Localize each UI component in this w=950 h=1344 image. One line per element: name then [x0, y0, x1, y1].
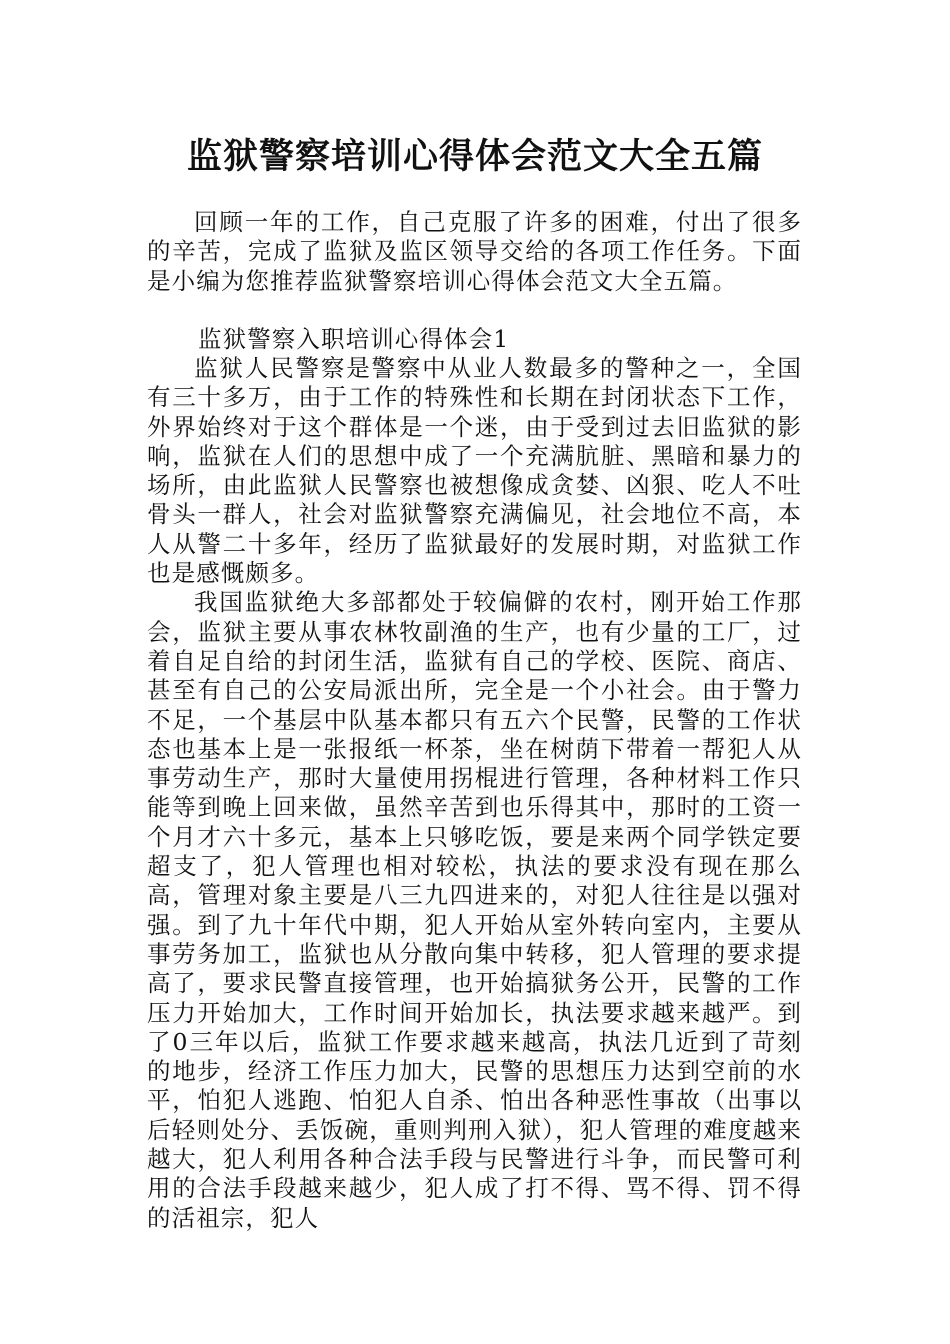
document-title: 监狱警察培训心得体会范文大全五篇: [186, 136, 763, 177]
body-paragraph-1: 监狱人民警察是警察中从业人数最多的警种之一，全国有三十多万，由于工作的特殊性和长期在封闭状态下工作，外界始终对于这个群体是一个迷，由于受到过去旧监狱的影响，监狱在人们的思想中成了一个充满肮脏、黑暗和暴力的场所，由此监狱人民警察也被想像成贪婪、凶狠、吃人不吐骨头一群人，社会对监狱警察充满偏见，社会地位不高，本人从警二十多年，经历了监狱最好的发展时期，对监狱工作也是感慨颇多。: [147, 354, 802, 588]
intro-paragraph: 回顾一年的工作，自己克服了许多的困难，付出了很多的辛苦，完成了监狱及监区领导交给的各项工作任务。下面是小编为您推荐监狱警察培训心得体会范文大全五篇。: [147, 208, 802, 295]
section-heading: 监狱警察入职培训心得体会1: [198, 325, 510, 353]
body-paragraph-2: 我国监狱绝大多部都处于较偏僻的农村，刚开始工作那会，监狱主要从事农林牧副渔的生产，也有少量的工厂，过着自足自给的封闭生活，监狱有自己的学校、医院、商店、甚至有自己的公安局派出所，完全是一个小社会。由于警力不足，一个基层中队基本都只有五六个民警，民警的工作状态也基本上是一张报纸一杯茶，坐在树荫下带着一帮犯人从事劳动生产，那时大量使用拐棍进行管理，各种材料工作只能等到晚上回来做，虽然辛苦到也乐得其中，那时的工资一个月才六十多元，基本上只够吃饭，要是来两个同学铁定要超支了，犯人管理也相对较松，执法的要求没有现在那么高，管理对象主要是八三九四进来的，对犯人往往是以强对强。到了九十年代中期，犯人开始从室外转向室内，主要从事劳务加工，监狱也从分散向集中转移，犯人管理的要求提高了，要求民警直接管理，也开始搞狱务公开，民警的工作压力开始加大，工作时间开始加长，执法要求越来越严。到了0三年以后，监狱工作要求越来越高，执法几近到了苛刻的地步，经济工作压力加大，民警的思想压力达到空前的水平，怕犯人逃跑、怕犯人自杀、怕出各种恶性事故（出事以后轻则处分、丢饭碗，重则判刑入狱），犯人管理的难度越来越大，犯人利用各种合法手段与民警进行斗争，而民警可利用的合法手段越来越少，犯人成了打不得、骂不得、罚不得的活祖宗，犯人: [147, 588, 802, 1232]
section-body: [147, 354, 802, 1233]
intro-paragraph-block: [147, 208, 802, 296]
